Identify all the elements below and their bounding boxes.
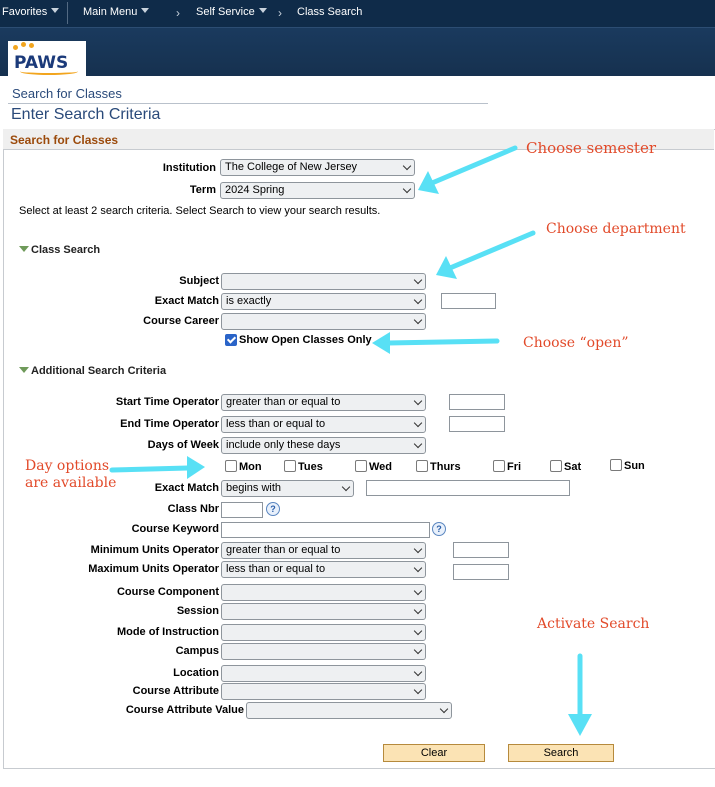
start-time-label: Start Time Operator	[115, 396, 219, 408]
campus-label: Campus	[175, 645, 219, 657]
course-attribute-label: Course Attribute	[132, 685, 219, 697]
course-career-label: Course Career	[143, 315, 219, 327]
instructions-text: Select at least 2 search criteria. Select Search to view your search results.	[19, 205, 381, 217]
page-title: Enter Search Criteria	[11, 106, 161, 123]
course-keyword-label: Course Keyword	[131, 523, 219, 535]
subject-label: Subject	[179, 275, 219, 287]
mode-of-instruction-label: Mode of Instruction	[116, 626, 219, 638]
logo-text: PAWS	[14, 53, 69, 73]
annotation-day-options-line1: Day options	[25, 458, 110, 474]
additional-criteria-header: Additional Search Criteria	[31, 365, 167, 377]
additional-exact-match-value: begins with	[226, 482, 282, 494]
days-of-week-label: Days of Week	[147, 439, 219, 451]
breadcrumb-chevron-icon: ›	[176, 6, 180, 20]
main-menu-label: Main Menu	[83, 6, 138, 18]
days-of-week-value: include only these days	[226, 439, 341, 451]
day-label-mon: Mon	[239, 461, 262, 473]
annotation-choose-semester: Choose semester	[526, 139, 656, 157]
page-breadcrumb-title: Search for Classes	[12, 86, 122, 101]
class-search-header: Class Search	[31, 244, 101, 256]
group-title: Search for Classes	[10, 133, 119, 147]
arrow-icon	[568, 656, 592, 736]
day-label-thurs: Thurs	[430, 461, 461, 473]
day-label-fri: Fri	[507, 461, 522, 473]
clear-button[interactable]: Clear	[383, 744, 485, 762]
annotation-choose-department: Choose department	[546, 221, 686, 237]
open-classes-label: Show Open Classes Only	[239, 334, 372, 346]
additional-exact-match-label: Exact Match	[154, 482, 219, 494]
help-icon[interactable]: ?	[432, 522, 446, 536]
favorites-label: Favorites	[2, 6, 48, 18]
annotation-choose-open: Choose “open”	[523, 335, 629, 351]
day-label-sun: Sun	[624, 460, 645, 472]
day-label-tues: Tues	[298, 461, 323, 473]
term-value: 2024 Spring	[225, 184, 285, 196]
min-units-value: greater than or equal to	[226, 544, 341, 556]
annotation-day-options-line2: are available	[25, 475, 117, 491]
arrow-icon	[372, 332, 497, 354]
arrow-icon	[418, 148, 515, 194]
institution-value: The College of New Jersey	[225, 161, 358, 173]
course-component-label: Course Component	[116, 586, 219, 598]
course-attribute-value-label: Course Attribute Value	[125, 704, 244, 716]
breadcrumb-chevron-icon: ›	[278, 6, 282, 20]
self-service-label: Self Service	[196, 6, 255, 18]
arrow-icon	[112, 456, 205, 479]
day-label-wed: Wed	[369, 461, 393, 473]
max-units-label: Maximum Units Operator	[88, 563, 219, 575]
search-button[interactable]: Search	[508, 744, 614, 762]
help-icon[interactable]: ?	[266, 502, 280, 516]
institution-label: Institution	[162, 162, 216, 174]
start-time-value: greater than or equal to	[226, 396, 341, 408]
class-nbr-label: Class Nbr	[167, 503, 219, 515]
arrow-icon	[436, 233, 533, 279]
max-units-value: less than or equal to	[226, 563, 326, 575]
location-label: Location	[173, 667, 219, 679]
min-units-label: Minimum Units Operator	[90, 544, 219, 556]
session-label: Session	[176, 605, 219, 617]
annotation-activate-search: Activate Search	[537, 616, 650, 632]
exact-match-label: Exact Match	[154, 295, 219, 307]
term-label: Term	[189, 184, 216, 196]
day-label-sat: Sat	[564, 461, 582, 473]
end-time-value: less than or equal to	[226, 418, 326, 430]
exact-match-value: is exactly	[226, 295, 272, 307]
end-time-label: End Time Operator	[120, 418, 219, 430]
class-search-breadcrumb[interactable]: Class Search	[297, 6, 363, 18]
